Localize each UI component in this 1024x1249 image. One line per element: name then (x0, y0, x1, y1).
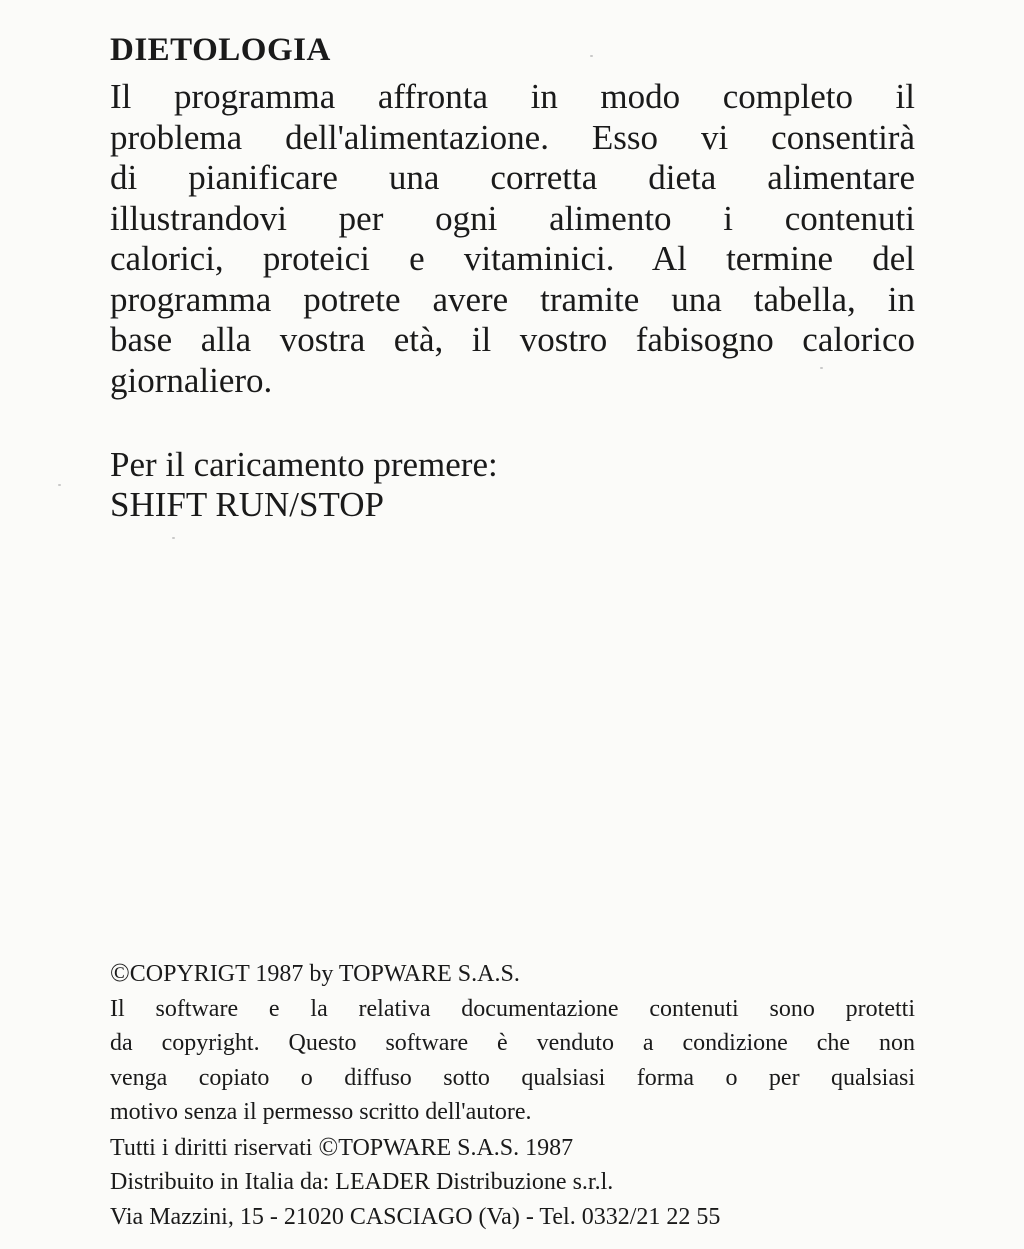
paper-speck (820, 367, 823, 369)
description-line: giornaliero. (110, 360, 273, 400)
rights-prefix: Tutti i diritti riservati (110, 1134, 313, 1161)
copyright-symbol: © (110, 958, 130, 987)
paper-speck (172, 537, 175, 539)
distribution-line: Distribuito in Italia da: LEADER Distribuzione s.r.l. (110, 1169, 614, 1195)
description-line: problema dell'alimentazione. Esso vi consentirà (110, 117, 915, 157)
description-line: illustrandovi per ogni alimento i contenuti (110, 198, 915, 238)
notice-line: motivo senza il permesso scritto dell'autore. (110, 1099, 532, 1125)
notice-line: da copyright. Questo software è venduto a condizione che non (110, 1030, 915, 1056)
address-line: Via Mazzini, 15 - 21020 CASCIAGO (Va) - Tel. 0332/21 22 55 (110, 1203, 721, 1230)
loading-keys: SHIFT RUN/STOP (110, 485, 384, 524)
paper-speck (590, 55, 593, 57)
copyright-line (110, 956, 915, 992)
notice-line: Il software e la relativa documentazione contenuti sono protetti (110, 995, 915, 1022)
loading-instructions (110, 445, 498, 525)
description-line: programma potrete avere tramite una tabella, in (110, 279, 915, 319)
rights-symbol: © (318, 1131, 339, 1161)
copyright-notice (110, 956, 915, 1234)
program-title: DIETOLOGIA (110, 32, 331, 68)
notice-line: venga copiato o diffuso sotto qualsiasi forma o per qualsiasi (110, 1064, 915, 1091)
rights-suffix: TOPWARE S.A.S. 1987 (338, 1134, 574, 1161)
description-line: Il programma affronta in modo completo il (110, 77, 915, 116)
description-line: di pianificare una corretta dieta alimentare (110, 158, 915, 197)
rights-line (110, 1130, 915, 1166)
copyright-text: COPYRIGT 1987 by TOPWARE S.A.S. (129, 961, 520, 987)
description-line: calorici, proteici e vitaminici. Al termine del (110, 239, 915, 278)
loading-instruction-text: Per il caricamento premere: (110, 445, 498, 484)
description-line: base alla vostra età, il vostro fabisogno calorico (110, 320, 915, 359)
program-description (110, 77, 915, 401)
paper-speck (58, 484, 61, 486)
